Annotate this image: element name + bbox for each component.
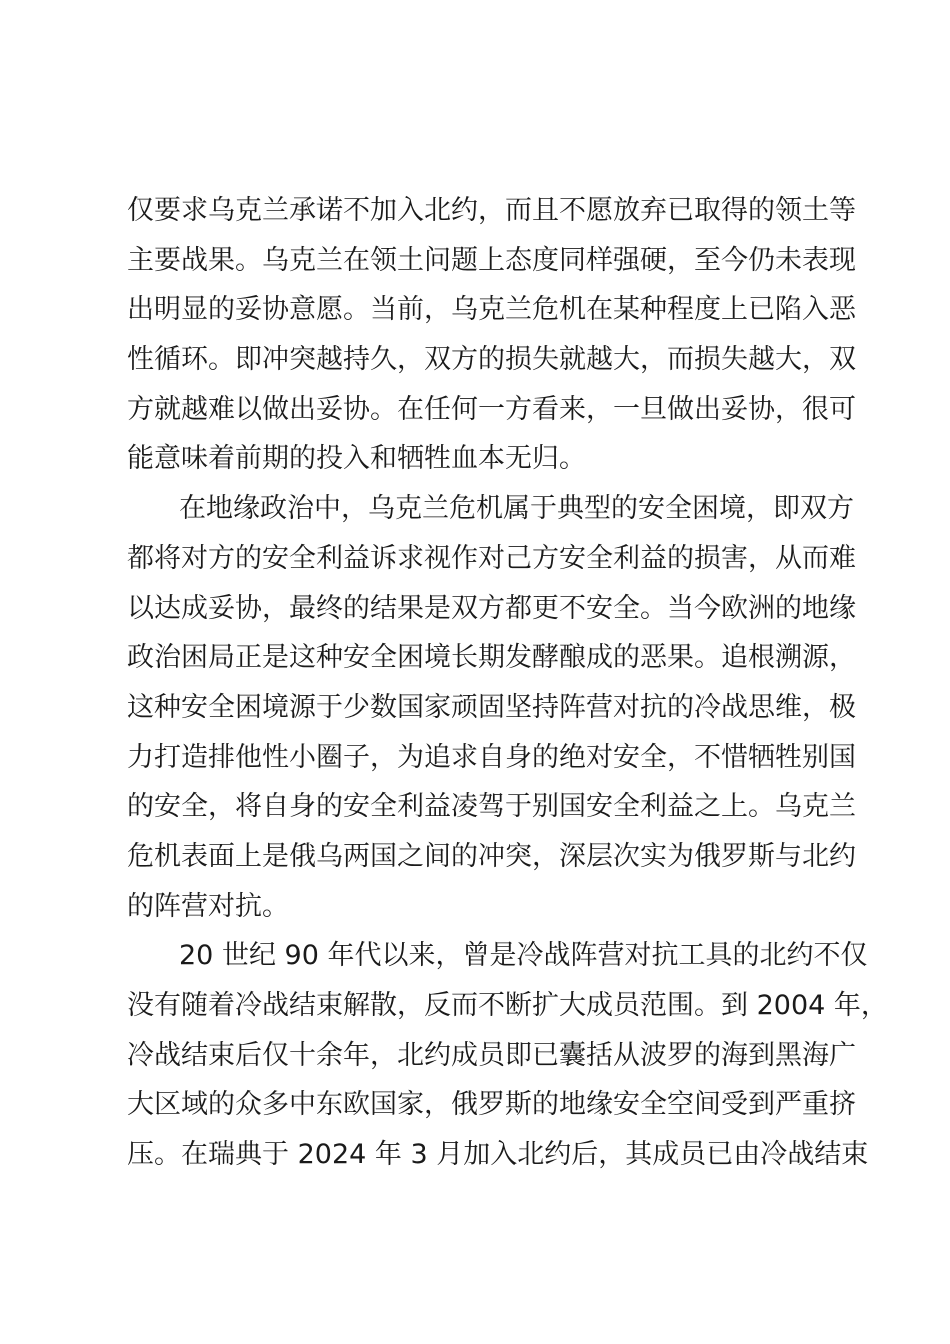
text-line: 性循环。即冲突越持久，双方的损失就越大，而损失越大，双 [127, 344, 856, 376]
text-line: 冷战结束后仅十余年，北约成员即已囊括从波罗的海到黑海广 [127, 1039, 856, 1071]
text-line: 能意味着前期的投入和牺牲血本无归。 [127, 443, 586, 475]
text-line: 危机表面上是俄乌两国之间的冲突，深层次实为俄罗斯与北约 [127, 840, 856, 872]
text-line: 都将对方的安全利益诉求视作对己方安全利益的损害，从而难 [127, 542, 856, 574]
text-line: 仅要求乌克兰承诺不加入北约，而且不愿放弃已取得的领土等 [127, 195, 856, 226]
text-line: 力打造排他性小圈子，为追求自身的绝对安全，不惜牺牲别国 [127, 741, 856, 773]
text-line: 大区域的众多中东欧国家，俄罗斯的地缘安全空间受到严重挤 [127, 1089, 856, 1121]
text-line: 没有随着冷战结束解散，反而不断扩大成员范围。到 2004 年， [127, 990, 888, 1021]
text-line: 政治困局正是这种安全困境长期发酵酿成的恶果。追根溯源， [127, 642, 856, 674]
body-text [127, 186, 888, 1180]
text-line: 主要战果。乌克兰在领土问题上态度同样强硬，至今仍未表现 [127, 244, 856, 276]
text-line: 这种安全困境源于少数国家顽固坚持阵营对抗的冷战思维，极 [127, 691, 856, 723]
text-line: 的阵营对抗。 [127, 890, 289, 922]
text-line: 以达成妥协，最终的结果是双方都更不安全。当今欧洲的地缘 [127, 592, 856, 624]
paragraph-start-line: 20 世纪 90 年代以来，曾是冷战阵营对抗工具的北约不仅 [179, 940, 868, 972]
text-line: 压。在瑞典于 2024 年 3 月加入北约后，其成员已由冷战结束 [127, 1139, 869, 1171]
paragraph-start-line: 在地缘政治中，乌克兰危机属于典型的安全困境，即双方 [179, 493, 854, 525]
text-line: 方就越难以做出妥协。在任何一方看来，一旦做出妥协，很可 [127, 393, 856, 425]
text-line: 出明显的妥协意愿。当前，乌克兰危机在某种程度上已陷入恶 [127, 294, 856, 326]
text-line: 的安全，将自身的安全利益凌驾于别国安全利益之上。乌克兰 [127, 791, 856, 823]
